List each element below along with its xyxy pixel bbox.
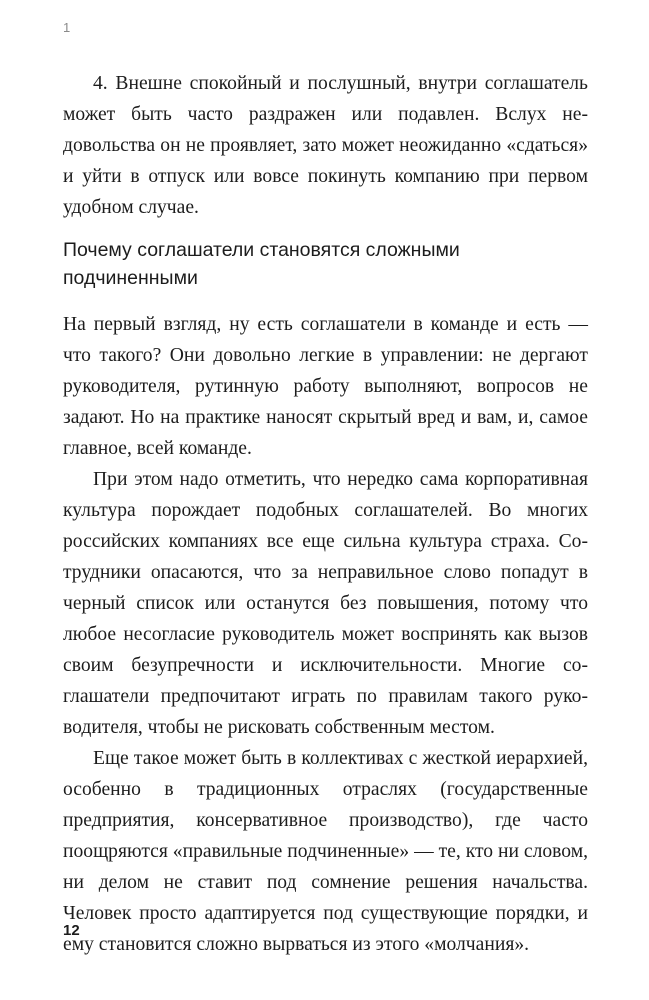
paragraph: При этом надо отметить, что нередко сама корпоративная культура порождает подобных соглашателей. Во многих российских компаниях все еще сильна культура страха. Сотрудники опасаются, что за неправильное слово попадут в черный список или останутся без повышения, потому что любое несогласие руководитель может воспринять как вызов своим безупречности и исключительности. Многие соглашатели предпочитают играть по правилам такого руководителя, чтобы не рисковать собственным местом.	[63, 469, 588, 738]
list-item-paragraph	[63, 68, 588, 223]
body-text	[63, 309, 588, 960]
paragraph: 4. Внешне спокойный и послушный, внутри соглашатель может быть часто раздражен или подавлен. Вслух недовольства он не проявляет, зато может неожиданно «сдаться» и уйти в отпуск или вовсе покинуть компанию при первом удобном случае.	[63, 73, 588, 218]
section-heading: Почему соглашатели становятся сложными подчиненными	[63, 239, 460, 289]
paragraph: На первый взгляд, ну есть соглашатели в команде и есть — что такого? Они довольно легкие в управлении: не дергают руководителя, рутинную работу выполняют, вопросов не задают. Но на практике наносят скрытый вред и вам, и, самое главное, всей команде.	[63, 314, 588, 459]
page-number: 12	[63, 922, 80, 939]
corner-mark: 1	[63, 20, 71, 35]
paragraph: Еще такое может быть в коллективах с жесткой иерархией, особенно в традиционных отраслях (государственные предприятия, консервативное производство), где часто поощряются «правильные подчиненные» — те, кто ни словом, ни делом не ставит под сомнение решения начальства. Человек просто адаптируется под существующие порядки, и ему становится сложно вырваться из этого «молчания».	[63, 748, 588, 955]
